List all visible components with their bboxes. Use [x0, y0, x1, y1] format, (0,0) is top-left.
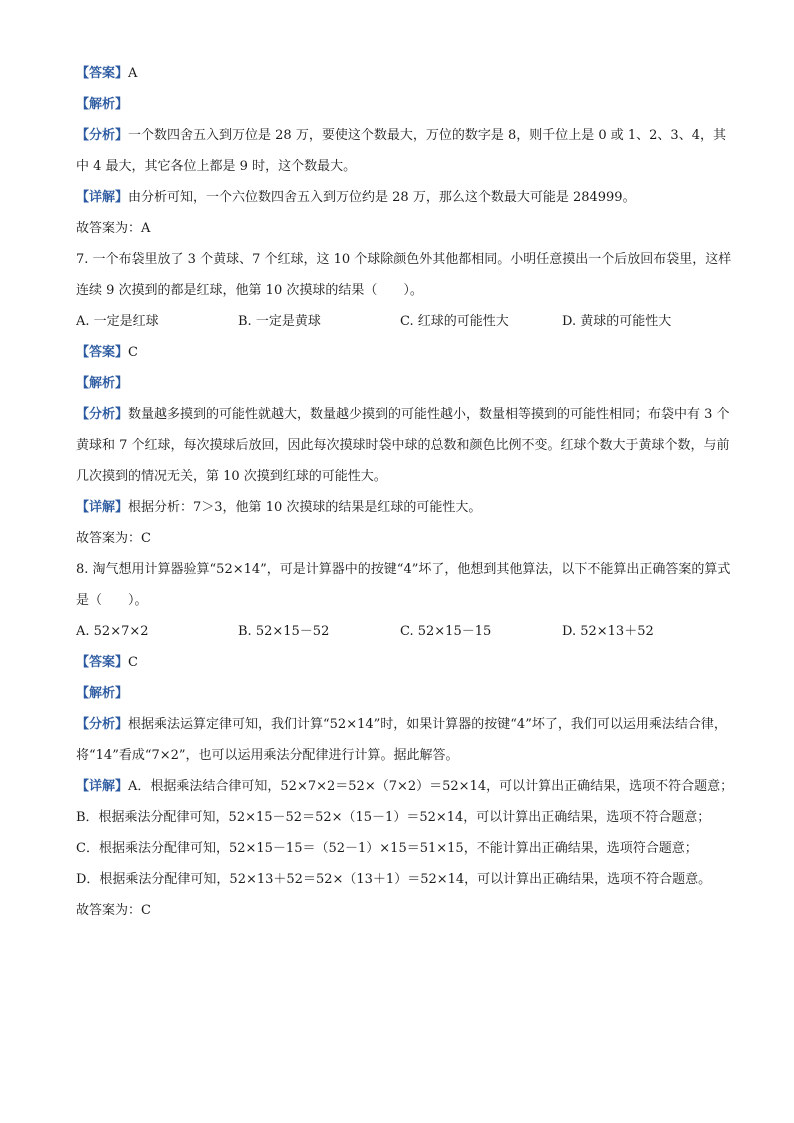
q8-stem: 8. 淘气想用计算器验算“52×14”，可是计算器中的按键“4”坏了，他想到其他算法，以下不能算出正确答案的算式是（ ）。 — [76, 562, 731, 608]
q8-detail-b: B．根据乘法分配律可知，52×15－52＝52×（15－1）＝52×14，可以计算出正确结果，选项不符合题意； — [76, 810, 711, 825]
xiangjie-text: A．根据乘法结合律可知，52×7×2＝52×（7×2）＝52×14，可以计算出正确结果，选项不符合题意； — [128, 779, 734, 794]
fenxi-text: 一个数四舍五入到万位是 28 万，要使这个数最大，万位的数字是 8，则千位上是 0 或 1、2、3、4，其中 4 最大，其它各位上都是 9 时，这个数最大。 — [76, 128, 726, 174]
fenxi-tag: 【分析】 — [76, 407, 129, 422]
q6-xiangjie — [76, 182, 736, 213]
q8-detail-c: C．根据乘法分配律可知，52×15－15＝（52－1）×15＝51×15，不能计算出正确结果，选项符合题意； — [76, 841, 698, 856]
q6-answer-line — [76, 58, 736, 89]
q7-xiangjie — [76, 492, 736, 523]
fenxi-tag: 【分析】 — [76, 128, 129, 143]
answer-value: C — [128, 345, 138, 360]
q8-option-c: C. 52×15－15 — [400, 624, 492, 639]
answer-tag: 【答案】 — [76, 655, 129, 670]
document-page — [76, 58, 736, 926]
q6-fenxi — [76, 120, 736, 182]
answer-tag: 【答案】 — [76, 345, 129, 360]
q7-answer-line — [76, 337, 736, 368]
q7-final-answer: 故答案为：C — [76, 531, 151, 546]
q7-option-d: D. 黄球的可能性大 — [562, 314, 672, 329]
analysis-tag: 【解析】 — [76, 97, 129, 112]
xiangjie-tag: 【详解】 — [76, 190, 129, 205]
answer-tag: 【答案】 — [76, 66, 129, 81]
q7-stem: 7. 一个布袋里放了 3 个黄球、7 个红球，这 10 个球除颜色外其他都相同。小明任意摸出一个后放回布袋里，这样连续 9 次摸到的都是红球，他第 10 次摸球的结果（ ）。 — [76, 252, 732, 298]
answer-value: C — [128, 655, 138, 670]
q7-option-a: A. 一定是红球 — [76, 314, 159, 329]
xiangjie-tag: 【详解】 — [76, 500, 129, 515]
q7-option-b: B. 一定是黄球 — [238, 314, 321, 329]
q6-final-answer: 故答案为：A — [76, 221, 151, 236]
xiangjie-text: 根据分析：7＞3，他第 10 次摸球的结果是红球的可能性大。 — [128, 500, 482, 515]
q8-xiangjie-a — [76, 771, 736, 802]
xiangjie-tag: 【详解】 — [76, 779, 129, 794]
xiangjie-text: 由分析可知，一个六位数四舍五入到万位约是 28 万，那么这个数最大可能是 284999。 — [128, 190, 636, 205]
fenxi-text: 数量越多摸到的可能性就越大，数量越少摸到的可能性越小，数量相等摸到的可能性相同；布袋中有 3 个黄球和 7 个红球，每次摸球后放回，因此每次摸球时袋中球的总数和颜色比例不变。红球个数大于黄球个数，与前几次摸到的情况无关，第 10 次摸到红球的可能性大。 — [76, 407, 730, 484]
q8-option-b: B. 52×15－52 — [238, 624, 330, 639]
q8-answer-line — [76, 647, 736, 678]
q6-analysis-heading — [76, 89, 736, 120]
q8-final-answer: 故答案为：C — [76, 903, 151, 918]
analysis-tag: 【解析】 — [76, 376, 129, 391]
q7-fenxi — [76, 399, 736, 492]
q8-options — [76, 616, 736, 647]
q7-options — [76, 306, 736, 337]
fenxi-text: 根据乘法运算定律可知，我们计算“52×14”时，如果计算器的按键“4”坏了，我们可以运用乘法结合律，将“14”看成“7×2”，也可以运用乘法分配律进行计算。据此解答。 — [76, 717, 727, 763]
answer-value: A — [128, 66, 138, 81]
q8-detail-d: D．根据乘法分配律可知，52×13＋52＝52×（13＋1）＝52×14，可以计算出正确结果，选项不符合题意。 — [76, 872, 712, 887]
q8-option-a: A. 52×7×2 — [76, 624, 149, 639]
q7-analysis-heading — [76, 368, 736, 399]
q8-fenxi — [76, 709, 736, 771]
q8-option-d: D. 52×13＋52 — [562, 624, 654, 639]
analysis-tag: 【解析】 — [76, 686, 129, 701]
q8-analysis-heading — [76, 678, 736, 709]
fenxi-tag: 【分析】 — [76, 717, 129, 732]
q7-option-c: C. 红球的可能性大 — [400, 314, 509, 329]
